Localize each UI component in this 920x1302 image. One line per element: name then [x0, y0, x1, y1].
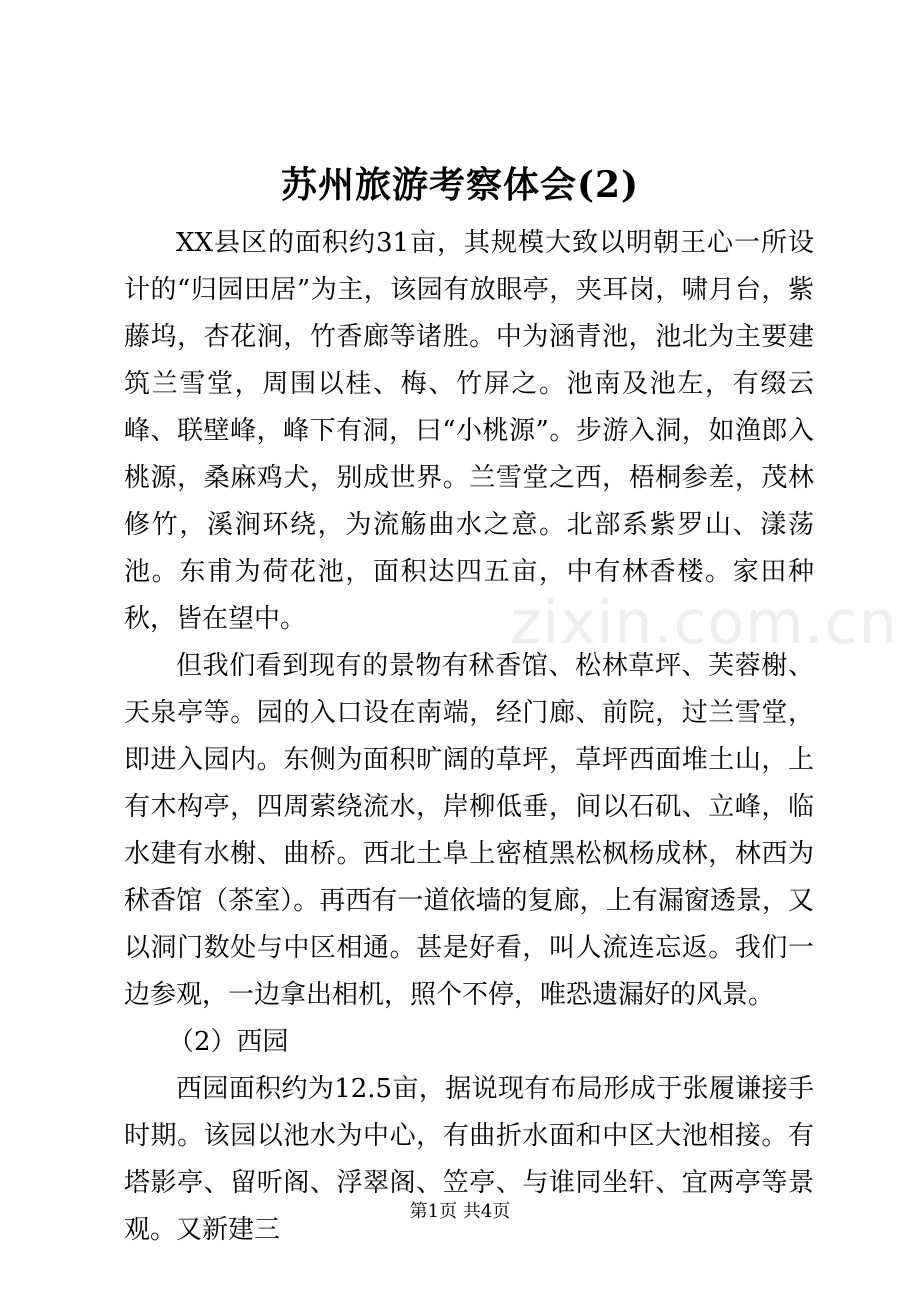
page-footer: 第1页 共4页: [409, 1201, 511, 1222]
paragraph-east-garden-present: 但我们看到现有的景物有秫香馆、松林草坪、芙蓉榭、天泉亭等。园的入口设在南端，经门廊、前院，过兰雪堂，即进入园内。东侧为面积旷阔的草坪，草坪西面堆土山，上有木构亭，四周萦绕流水，岸柳低垂，间以石矶、立峰，临水建有水榭、曲桥。西北土阜上密植黑松枫杨成林，林西为秫香馆（茶室）。再西有一道依墙的复廊，上有漏窗透景，又以洞门数处与中区相通。甚是好看，叫人流连忘返。我们一边参观，一边拿出相机，照个不停，唯恐遗漏好的风景。: [124, 651, 814, 1010]
paragraph-west-garden: 西园面积约为12.5亩，据说现有布局形成于张履谦接手时期。该园以池水为中心，有曲折水面和中区大池相接。有塔影亭、留听阁、浮翠阁、笠亭、与谁同坐轩、宜两亭等景观。又新建三: [124, 1074, 814, 1245]
document-body: [124, 220, 814, 1254]
watermark: zixin.com.cn: [510, 588, 898, 658]
section-heading-west-garden: （2）西园: [168, 1027, 289, 1057]
paragraph-east-garden-history: XX县区的面积约31亩，其规模大致以明朝王心一所设计的“归园田居”为主，该园有放眼亭，夹耳岗，啸月台，紫藤坞，杏花涧，竹香廊等诸胜。中为涵青池，池北为主要建筑兰雪堂，周围以桂、梅、竹屏之。池南及池左，有缀云峰、联壁峰，峰下有洞，曰“小桃源”。步游入洞，如渔郎入桃源，桑麻鸡犬，别成世界。兰雪堂之西，梧桐参差，茂林修竹，溪涧环绕，为流觞曲水之意。北部系紫罗山、漾荡池。东甫为荷花池，面积达四五亩，中有林香楼。家田种秋，皆在望中。: [124, 228, 814, 634]
document-title: 苏州旅游考察体会(2): [280, 164, 640, 206]
